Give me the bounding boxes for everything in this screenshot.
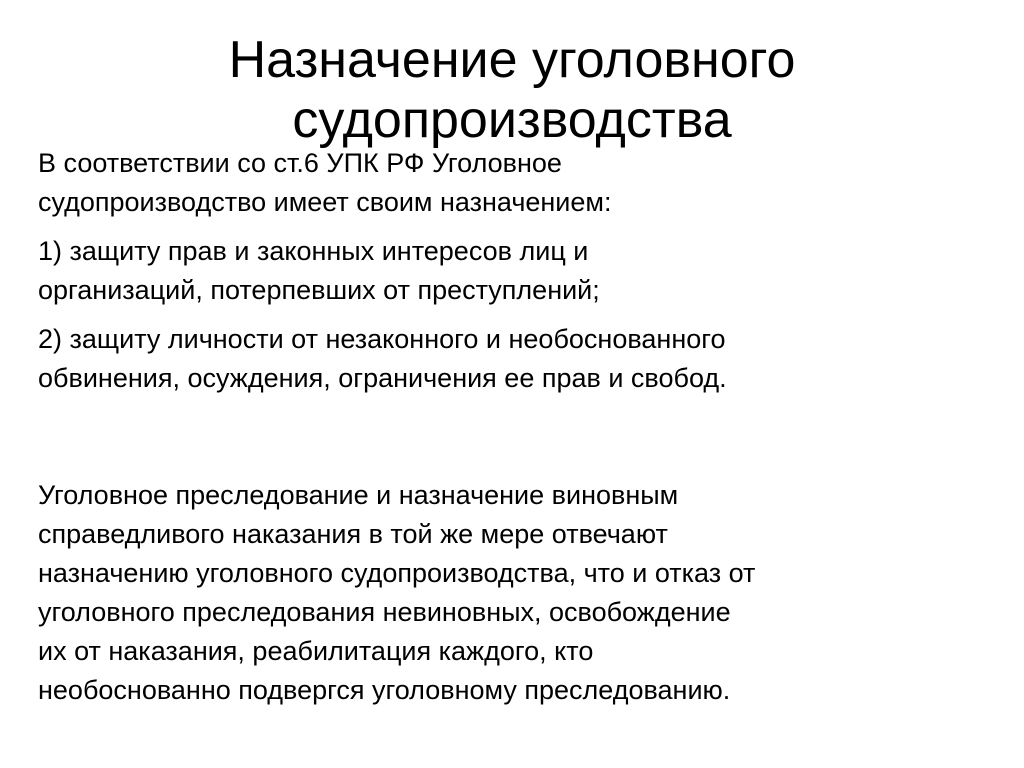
closing-paragraph — [38, 476, 998, 710]
closing-line-3: назначению уголовного судопроизводства, что и отказ от — [38, 558, 756, 588]
closing-line-5: их от наказания, реабилитация каждого, кто — [38, 636, 594, 666]
list-item-1 — [38, 232, 998, 310]
closing-line-4: уголовного преследования невиновных, освобождение — [38, 597, 731, 627]
slide-title-line-2: судопроизводства — [292, 91, 732, 149]
slide-title — [0, 30, 1024, 150]
item1-line-1: 1) защиту прав и законных интересов лиц и — [38, 236, 589, 266]
slide-title-line-1: Назначение уголовного — [228, 31, 796, 89]
closing-line-1: Уголовное преследование и назначение виновным — [38, 480, 679, 510]
intro-line-2: судопроизводство имеет своим назначением: — [38, 187, 612, 217]
paragraph-spacer — [38, 408, 998, 476]
item1-line-2: организаций, потерпевших от преступлений; — [38, 275, 600, 305]
list-item-2 — [38, 320, 998, 398]
intro-line-1: В соответствии со ст.6 УПК РФ Уголовное — [38, 148, 562, 178]
item2-line-1: 2) защиту личности от незаконного и необоснованного — [38, 324, 726, 354]
intro-paragraph — [38, 144, 998, 222]
slide-body — [38, 144, 998, 720]
closing-line-6: необоснованно подвергся уголовному преследованию. — [38, 675, 731, 705]
closing-line-2: справедливого наказания в той же мере отвечают — [38, 519, 668, 549]
item2-line-2: обвинения, осуждения, ограничения ее прав и свобод. — [38, 363, 727, 393]
